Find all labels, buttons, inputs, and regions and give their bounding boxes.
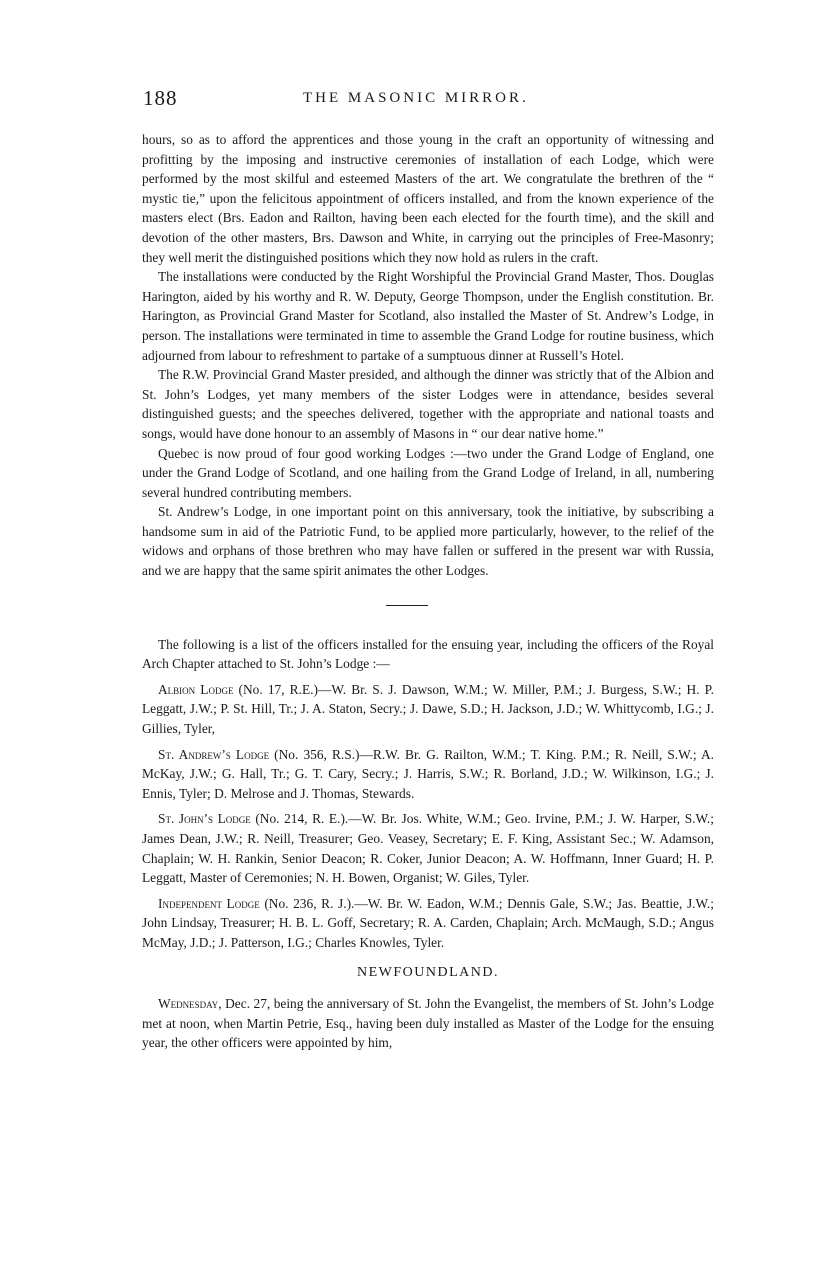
lodge-name: Albion Lodge (158, 681, 234, 697)
page-number: 188 (143, 86, 178, 110)
lodge-officers: (No. 356, R.S.)—R.W. Br. G. Railton, W.M.; T. King. P.M.; R. Neill, S.W.; A. McKay, J.W.; G. Hall, Tr.; G. T. Cary, Secry.; J. Harris, S.W.; R. Borland, J.D.; W. Wilkinson, I.G.; J. Ennis, Tyler; D. Melrose and J. Thomas, Stewards. (142, 746, 714, 801)
lead-word: Wednesday, (158, 996, 222, 1012)
lodge-name: St. John’s Lodge (158, 811, 251, 827)
lodge-name: St. Andrew’s Lodge (158, 746, 270, 762)
page-body (142, 130, 714, 1053)
paragraph-quebec: Quebec is now proud of four good working Lodges :—two under the Grand Lodge of England, one under the Grand Lodge of Scotland, and one hailing from the Grand Lodge of Ireland, in all, numbering several hundred contributing members. (142, 445, 714, 500)
lodge-entry-albion (142, 680, 714, 739)
paragraph-text: Dec. 27, being the anniversary of St. John the Evangelist, the members of St. John’s Lodge met at noon, when Martin Petrie, Esq., having been duly installed as Master of the Lodge for the ensuing year, the other officers were appointed by him, (142, 996, 714, 1051)
lodge-entry-independent (142, 894, 714, 953)
section-divider (142, 597, 714, 625)
paragraph-st-andrews: St. Andrew’s Lodge, in one important point on this anniversary, took the initiative, by subscribing a handsome sum in aid of the Patriotic Fund, to be applied more particularly, however, to the relief of the widows and orphans of those brethren who may have fallen or suffered in the present war with Russia, and we are happy that the same spirit animates the other Lodges. (142, 504, 714, 579)
paragraph-dinner: The R.W. Provincial Grand Master presided, and although the dinner was strictly that of the Albion and St. John’s Lodges, yet many members of the sister Lodges were in attendance, besides several distinguished guests; and the speeches delivered, together with the appropriate and national toasts and songs, would have done honour to an assembly of Masons in “ our dear native home.” (142, 367, 714, 441)
officers-list (142, 635, 714, 953)
paragraph-continued: hours, so as to afford the apprentices and those young in the craft an opportunity of witnessing and profitting by the imposing and instructive ceremonies of installation of each Lodge, which were performed by the most skilful and esteemed Masters of the art. We congratulate the brethren of the “ mystic tie,” upon the felicitous appointment of officers installed, and from the known experience of the masters elect (Brs. Eadon and Railton, having been each elected for the fourth time), and the skill and devotion of the other masters, Brs. Dawson and White, in carrying out the principles of Free-Masonry; they well merit the distinguished positions which they now hold as rulers in the craft. (142, 132, 714, 265)
list-intro: The following is a list of the officers installed for the ensuing year, including the officers of the Royal Arch Chapter attached to St. John’s Lodge :— (142, 636, 714, 672)
lodge-entry-st-andrews (142, 745, 714, 804)
lodge-entry-st-johns (142, 809, 714, 887)
lodge-officers: (No. 236, R. J.).—W. Br. W. Eadon, W.M.; Dennis Gale, S.W.; Jas. Beattie, J.W.; John Lindsay, Treasurer; H. B. L. Goff, Secretary; R. A. Carden, Chaplain; Arch. McMaugh, S.D.; Angus McMay, J.D.; J. Patterson, I.G.; Charles Knowles, Tyler. (142, 895, 714, 950)
page-header (143, 86, 743, 116)
divider-rule (386, 605, 428, 606)
paragraph-newfoundland (142, 994, 714, 1053)
running-head: THE MASONIC MIRROR. (303, 90, 529, 106)
paragraph-installations: The installations were conducted by the Right Worshipful the Provincial Grand Master, Thos. Douglas Harington, aided by his worthy and R. W. Deputy, George Thompson, under the English constitution. Br. Harington, as Provincial Grand Master for Scotland, also installed the Master of St. Andrew’s Lodge, in person. The installations were terminated in time to assemble the Grand Lodge for routine business, which adjourned from labour to refreshment to partake of a sumptuous dinner at Russell’s Hotel. (142, 269, 714, 363)
lodge-officers: (No. 214, R. E.).—W. Br. Jos. White, W.M.; Geo. Irvine, P.M.; J. W. Harper, S.W.; James Dean, J.W.; R. Neill, Treasurer; Geo. Veasey, Secretary; E. F. King, Assistant Sec.; W. Adamson, Chaplain; W. H. Rankin, Senior Deacon; R. Coker, Junior Deacon; A. W. Hoffmann, Inner Guard; H. P. Leggatt, Master of Ceremonies; N. H. Bowen, Organist; W. Giles, Tyler. (142, 811, 714, 886)
lodge-name: Independent Lodge (158, 895, 260, 911)
lodge-officers: (No. 17, R.E.)—W. Br. S. J. Dawson, W.M.; W. Miller, P.M.; J. Burgess, S.W.; H. P. Leggatt, J.W.; P. St. Hill, Tr.; J. A. Staton, Secry.; J. Dawe, S.D.; H. Jackson, J.D.; W. Whittycomb, I.G.; J. Gillies, Tyler, (142, 681, 714, 737)
section-heading-newfoundland: NEWFOUNDLAND. (357, 964, 499, 980)
